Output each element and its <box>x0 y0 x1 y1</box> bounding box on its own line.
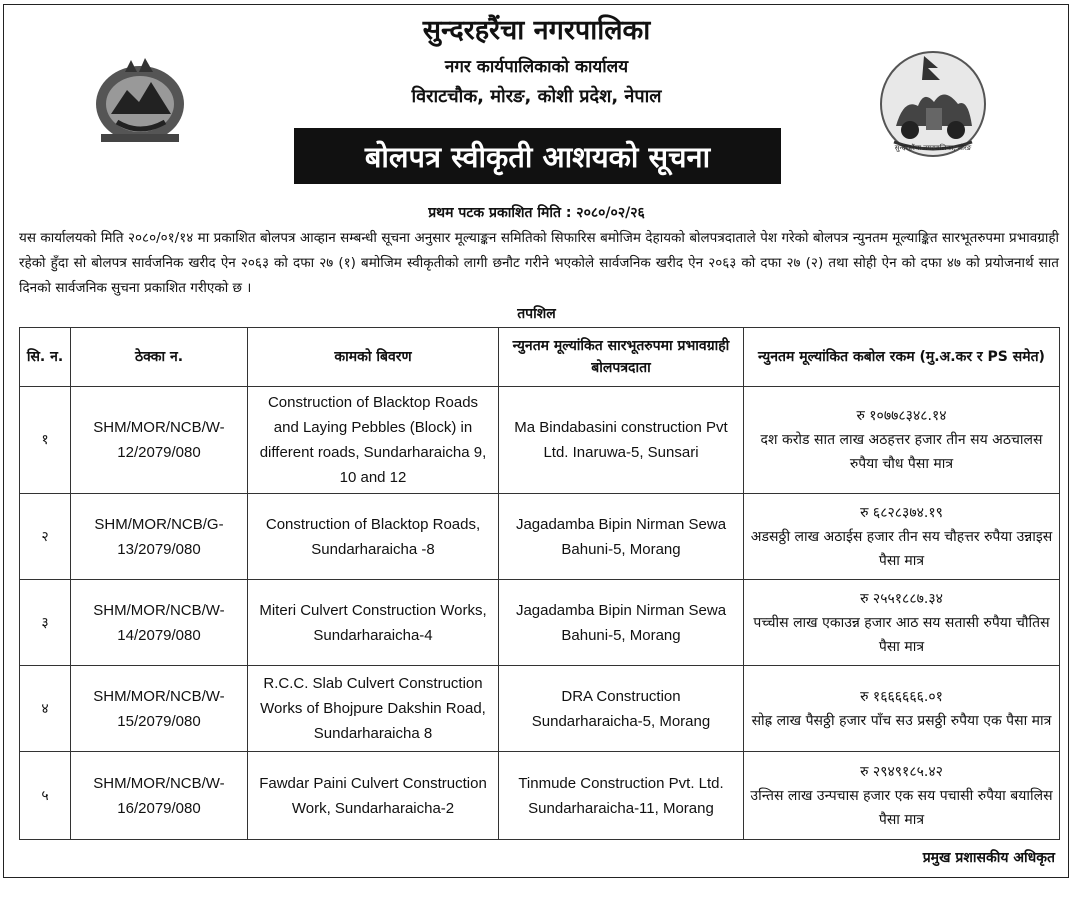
award-table <box>19 327 1060 840</box>
row-amount <box>744 666 1060 752</box>
row-amount <box>744 387 1060 494</box>
row-amount <box>744 752 1060 840</box>
emblem-caption: सुन्दरहरैंचा नगरपालिका, मोरङ <box>894 144 972 152</box>
row-description: Construction of Blacktop Roads and Laying Pebbles (Block) in different roads, Sundarharaicha 9, 10 and 12 <box>248 387 499 494</box>
row-sn: ५ <box>20 752 71 840</box>
row-contract: SHM/MOR/NCB/G-13/2079/080 <box>71 494 248 580</box>
row-bidder: Jagadamba Bipin Nirman Sewa Bahuni-5, Morang <box>499 580 744 666</box>
office-name: नगर कार्यपालिकाको कार्यालय <box>444 57 629 77</box>
amount-figure: रु १०७७८३४८.१४ <box>856 408 947 424</box>
amount-figure: रु ६८२८३७४.१९ <box>860 504 943 521</box>
row-sn: २ <box>20 494 71 580</box>
row-bidder: DRA Construction Sundarharaicha-5, Morang <box>499 666 744 752</box>
table-row <box>20 752 1060 840</box>
details-heading: तपशिल <box>517 306 556 322</box>
amount-words: अडसठ्ठी लाख अठाईस हजार तीन सय चौहत्तर रुपैया उन्नाइस पैसा मात्र <box>750 528 1053 569</box>
row-amount <box>744 494 1060 580</box>
row-contract: SHM/MOR/NCB/W-14/2079/080 <box>71 580 248 666</box>
row-amount <box>744 580 1060 666</box>
amount-figure: रु २५५१८८७.३४ <box>860 590 943 607</box>
row-description: Construction of Blacktop Roads, Sundarharaicha -8 <box>248 494 499 580</box>
table-row <box>20 387 1060 494</box>
row-description: R.C.C. Slab Culvert Construction Works of Bhojpure Dakshin Road, Sundarharaicha 8 <box>248 666 499 752</box>
row-contract: SHM/MOR/NCB/W-16/2079/080 <box>71 752 248 840</box>
amount-words: पच्चीस लाख एकाउन्न हजार आठ सय सतासी रुपैया चौतिस पैसा मात्र <box>753 614 1050 655</box>
amount-words: सोह्र लाख पैसठ्ठी हजार पाँच सउ प्रसठ्ठी रुपैया एक पैसा मात्र <box>751 712 1052 729</box>
row-contract: SHM/MOR/NCB/W-12/2079/080 <box>71 387 248 494</box>
col-header-description: कामको बिवरण <box>248 328 499 387</box>
row-sn: १ <box>20 387 71 494</box>
col-header-contract: ठेक्का न. <box>71 328 248 387</box>
notice-title: बोलपत्र स्वीकृती आशयको सूचना <box>294 128 781 184</box>
row-sn: ४ <box>20 666 71 752</box>
col-header-bidder: न्युनतम मूल्यांकित सारभूतरुपमा प्रभावग्राही बोलपत्रदाता <box>499 328 744 387</box>
table-header-row <box>20 328 1060 387</box>
publication-date: प्रथम पटक प्रकाशित मिति : २०८०/०२/२६ <box>428 205 645 221</box>
row-bidder: Ma Bindabasini construction Pvt Ltd. Inaruwa-5, Sunsari <box>499 387 744 494</box>
row-bidder: Jagadamba Bipin Nirman Sewa Bahuni-5, Morang <box>499 494 744 580</box>
row-description: Fawdar Paini Culvert Construction Work, Sundarharaicha-2 <box>248 752 499 840</box>
amount-figure: रु १६६६६६६.०१ <box>860 688 943 705</box>
col-header-amount: न्युनतम मूल्यांकित कबोल रकम (मु.अ.कर र PS समेत) <box>744 328 1060 387</box>
table-row <box>20 494 1060 580</box>
notice-header <box>0 14 1073 112</box>
row-contract: SHM/MOR/NCB/W-15/2079/080 <box>71 666 248 752</box>
notice-paragraph: यस कार्यालयको मिति २०८०/०१/१४ मा प्रकाशित बोलपत्र आव्हान सम्बन्धी सूचना अनुसार मूल्याङ्कन समितिको सिफारिस बमोजिम देहायको बोलपत्रदाताले पेश गरेको बोलपत्र न्युनतम मूल्याङ्कित सारभूतरुपमा प्रभावग्राही रहेको हुँदा सो बोलपत्र सार्वजनिक खरीद ऐन २०६३ को दफा २७ (१) बमोजिम स्वीकृतीको लागी छनौट गरीने भएकोले सार्वजनिक खरीद ऐन २०६३ को दफा २७ (२) तथा सोही ऐन को दफा ४७ को प्रयोजनार्थ सात दिनको सार्वजनिक सुचना प्रकाशित गरीएको छ । <box>19 230 1059 296</box>
col-header-sn: सि. न. <box>20 328 71 387</box>
row-description: Miteri Culvert Construction Works, Sundarharaicha-4 <box>248 580 499 666</box>
amount-words: दश करोड सात लाख अठहत्तर हजार तीन सय अठचालस रुपैया चौध पैसा मात्र <box>760 432 1043 472</box>
signatory-title: प्रमुख प्रशासकीय अधिकृत <box>922 850 1055 866</box>
table-row <box>20 580 1060 666</box>
amount-words: उन्तिस लाख उन्पचास हजार एक सय पचासी रुपैया बयालिस पैसा मात्र <box>750 787 1053 828</box>
table-row <box>20 666 1060 752</box>
row-sn: ३ <box>20 580 71 666</box>
office-address: विराटचौक, मोरङ, कोशी प्रदेश, नेपाल <box>411 86 662 107</box>
org-name: सुन्दरहरैंचा नगरपालिका <box>422 15 651 46</box>
row-bidder: Tinmude Construction Pvt. Ltd. Sundarharaicha-11, Morang <box>499 752 744 840</box>
amount-figure: रु २९४९१८५.४२ <box>860 763 943 780</box>
